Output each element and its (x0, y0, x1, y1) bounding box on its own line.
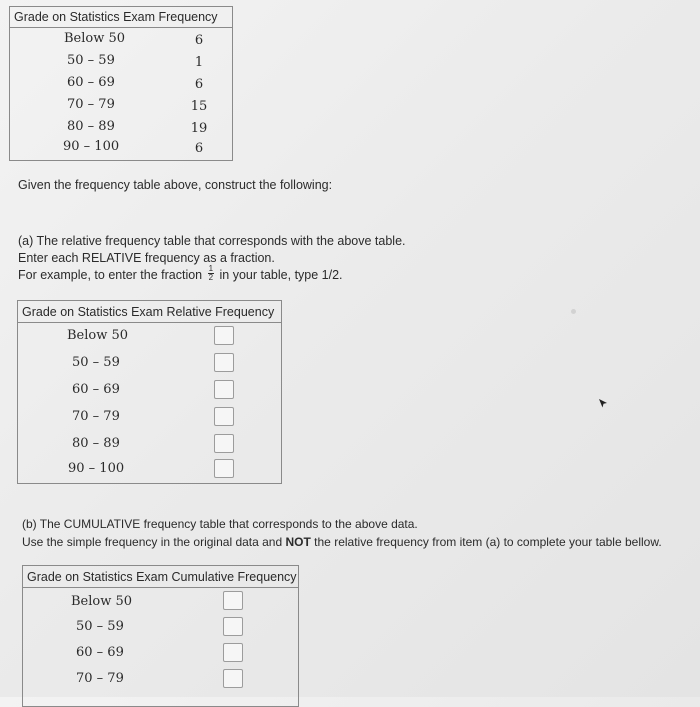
cumulative-frequency-table (22, 565, 299, 707)
relative-frequency-input-60-69[interactable] (214, 380, 234, 399)
grade-label: 60 – 69 (72, 382, 120, 397)
table-row (10, 94, 232, 118)
part-a-instruction: Enter each RELATIVE frequency as a fraction. (18, 251, 275, 265)
frequency-table-header: Grade on Statistics Exam Frequency (10, 7, 232, 28)
table-row (23, 666, 298, 690)
grade-label: 70 – 79 (76, 671, 124, 686)
cumulative-frequency-input-below-50[interactable] (223, 591, 243, 610)
grade-label: 90 – 100 (68, 461, 125, 476)
grade-label: 70 – 79 (72, 409, 120, 424)
grade-label: Below 50 (67, 328, 129, 343)
grade-label: 60 – 69 (67, 75, 115, 90)
table-row (10, 138, 232, 162)
relative-frequency-input-80-89[interactable] (214, 434, 234, 453)
mouse-cursor-icon (597, 397, 609, 409)
table-row (10, 116, 232, 140)
table-row (10, 72, 232, 96)
relative-frequency-table (17, 300, 282, 484)
table-row (18, 323, 281, 347)
cumulative-frequency-input-70-79[interactable] (223, 669, 243, 688)
relative-frequency-input-below-50[interactable] (214, 326, 234, 345)
example-text-after: in your table, type 1/2. (216, 267, 343, 282)
fraction-one-half (208, 265, 214, 282)
part-b-emphasis: NOT (285, 535, 311, 549)
table-row (10, 28, 232, 52)
table-row (23, 588, 298, 612)
frequency-value: 19 (190, 121, 208, 136)
part-b-instruction (22, 535, 662, 549)
grade-label: 90 – 100 (63, 139, 120, 154)
frequency-value: 6 (194, 141, 204, 156)
frequency-value: 15 (190, 99, 208, 114)
cumulative-frequency-table-header: Grade on Statistics Exam Cumulative Frequency (23, 566, 298, 588)
decorative-dot (571, 309, 576, 314)
relative-frequency-table-header: Grade on Statistics Exam Relative Frequency (18, 301, 281, 323)
frequency-table (9, 6, 233, 161)
grade-label: 70 – 79 (67, 97, 115, 112)
relative-frequency-input-50-59[interactable] (214, 353, 234, 372)
grade-label: 60 – 69 (76, 645, 124, 660)
fraction-denominator: 2 (208, 273, 214, 282)
part-b-text-before: Use the simple frequency in the original data and (22, 535, 286, 549)
table-row (18, 377, 281, 401)
frequency-value: 6 (194, 77, 204, 92)
table-row (18, 458, 281, 482)
cumulative-frequency-input-50-59[interactable] (223, 617, 243, 636)
grade-label: 80 – 89 (67, 119, 115, 134)
frequency-value: 1 (194, 55, 204, 70)
part-b-title: (b) The CUMULATIVE frequency table that corresponds to the above data. (22, 517, 418, 531)
part-a-title: (a) The relative frequency table that corresponds with the above table. (18, 234, 406, 248)
grade-label: Below 50 (64, 31, 126, 46)
table-row (18, 431, 281, 455)
part-a-example (18, 264, 343, 284)
grade-label: 50 – 59 (72, 355, 120, 370)
table-row (18, 350, 281, 374)
grade-label: 50 – 59 (67, 53, 115, 68)
table-row (23, 640, 298, 664)
fraction-numerator: 1 (208, 264, 214, 273)
cumulative-frequency-input-60-69[interactable] (223, 643, 243, 662)
frequency-value: 6 (194, 33, 204, 48)
relative-frequency-input-70-79[interactable] (214, 407, 234, 426)
table-row (23, 614, 298, 638)
grade-label: 80 – 89 (72, 436, 120, 451)
grade-label: Below 50 (71, 594, 133, 609)
grade-label: 50 – 59 (76, 619, 124, 634)
intro-text: Given the frequency table above, construct the following: (18, 178, 333, 192)
relative-frequency-input-90-100[interactable] (214, 459, 234, 478)
table-row (10, 50, 232, 74)
part-b-text-after: the relative frequency from item (a) to complete your table bellow. (310, 535, 662, 549)
table-row (18, 404, 281, 428)
example-text-before: For example, to enter the fraction (18, 267, 206, 282)
